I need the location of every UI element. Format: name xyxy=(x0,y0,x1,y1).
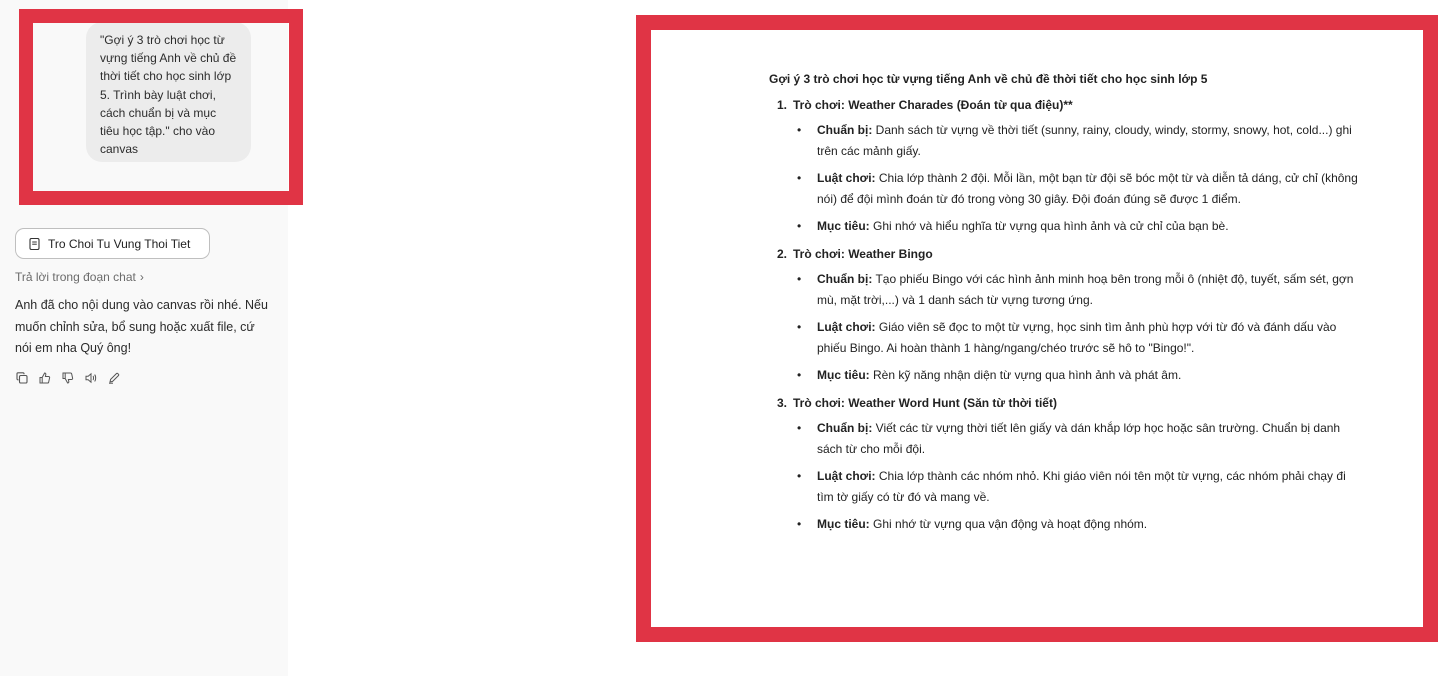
reply-link-label: Trả lời trong đoạn chat xyxy=(15,270,136,284)
bullet-text: Rèn kỹ năng nhận diện từ vựng qua hình ảnh và phát âm. xyxy=(869,368,1182,382)
thumbs-up-icon[interactable] xyxy=(38,371,52,385)
bullet-list xyxy=(793,269,1359,386)
thumbs-down-icon[interactable] xyxy=(61,371,75,385)
canvas-chip-label: Tro Choi Tu Vung Thoi Tiet xyxy=(48,236,191,251)
list-item xyxy=(793,317,1359,359)
game-title: Trò chơi: Weather Bingo xyxy=(793,247,933,261)
bullet-text: Ghi nhớ từ vựng qua vận động và hoạt động nhóm. xyxy=(869,517,1148,531)
assistant-message: Anh đã cho nội dung vào canvas rồi nhé. Nếu muốn chỉnh sửa, bổ sung hoặc xuất file, cứ nói em nha Quý ông! xyxy=(15,298,268,355)
list-item xyxy=(793,466,1359,508)
game-section xyxy=(769,94,1359,237)
bullet-text: Giáo viên sẽ đọc to một từ vựng, học sinh tìm ảnh phù hợp với từ đó và đánh dấu vào phiếu Bingo. Ai hoàn thành 1 hàng/ngang/chéo trước sẽ hô to "Bingo!". xyxy=(817,320,1337,355)
bullet-label: Mục tiêu: xyxy=(817,219,870,233)
chevron-right-icon: › xyxy=(139,270,144,284)
chat-sidebar xyxy=(0,0,288,676)
game-title: Trò chơi: Weather Charades (Đoán từ qua điệu)** xyxy=(793,98,1073,112)
bullet-list xyxy=(793,120,1359,237)
list-item xyxy=(793,418,1359,460)
document-title: Gợi ý 3 trò chơi học từ vựng tiếng Anh về chủ đề thời tiết cho học sinh lớp 5 xyxy=(769,72,1208,86)
speaker-icon[interactable] xyxy=(84,371,98,385)
list-item xyxy=(793,269,1359,311)
bullet-text: Viết các từ vựng thời tiết lên giấy và dán khắp lớp học hoặc sân trường. Chuẩn bị danh sách từ cho mỗi đội. xyxy=(817,421,1341,456)
game-title: Trò chơi: Weather Word Hunt (Săn từ thời tiết) xyxy=(793,396,1057,410)
list-number: 3. xyxy=(776,396,787,410)
bullet-label: Mục tiêu: xyxy=(817,368,870,382)
copy-icon[interactable] xyxy=(15,371,29,385)
list-item xyxy=(793,216,1359,237)
bullet-label: Luật chơi: xyxy=(817,320,876,334)
list-item xyxy=(793,514,1359,535)
bullet-label: Luật chơi: xyxy=(817,171,876,185)
canvas-document[interactable] xyxy=(769,68,1359,541)
list-item xyxy=(793,168,1359,210)
list-item xyxy=(793,120,1359,162)
bullet-label: Chuẩn bị: xyxy=(817,421,873,435)
list-number: 2. xyxy=(776,247,787,261)
message-actions xyxy=(15,371,121,385)
canvas-document-chip[interactable] xyxy=(15,228,210,259)
bullet-text: Chia lớp thành các nhóm nhỏ. Khi giáo viên nói tên một từ vựng, các nhóm phải chạy đi tìm tờ giấy có từ đó và mang về. xyxy=(817,469,1346,504)
bullet-label: Chuẩn bị: xyxy=(817,272,873,286)
bullet-text: Chia lớp thành 2 đội. Mỗi lần, một bạn từ đội sẽ bóc một từ và diễn tả dáng, cử chỉ (không nói) để đội mình đoán từ đó trong vòng 30 giây. Đội đoán đúng sẽ được 1 điểm. xyxy=(817,171,1358,206)
list-item xyxy=(793,365,1359,386)
game-section xyxy=(769,243,1359,386)
reply-in-chat-link[interactable] xyxy=(15,270,144,284)
user-message-bubble: "Gợi ý 3 trò chơi học từ vựng tiếng Anh về chủ đề thời tiết cho học sinh lớp 5. Trình bày luật chơi, cách chuẩn bị và mục tiêu học tập." cho vào canvas xyxy=(86,22,251,162)
bullet-text: Danh sách từ vựng về thời tiết (sunny, rainy, cloudy, windy, stormy, snowy, hot, cold...) ghi trên các mảnh giấy. xyxy=(817,123,1352,158)
bullet-label: Mục tiêu: xyxy=(817,517,870,531)
document-icon xyxy=(29,238,40,250)
bullet-text: Ghi nhớ và hiểu nghĩa từ vựng qua hình ảnh và cử chỉ của bạn bè. xyxy=(869,219,1229,233)
bullet-list xyxy=(793,418,1359,535)
bullet-text: Tạo phiếu Bingo với các hình ảnh minh hoạ bên trong mỗi ô (nhiệt độ, tuyết, sấm sét, gợn mù, mặt trời,...) và 1 danh sách từ vựng tương ứng. xyxy=(817,272,1354,307)
edit-icon[interactable] xyxy=(107,371,121,385)
game-section xyxy=(769,392,1359,535)
highlight-box-prompt xyxy=(19,9,303,205)
bullet-label: Luật chơi: xyxy=(817,469,876,483)
bullet-label: Chuẩn bị: xyxy=(817,123,873,137)
list-number: 1. xyxy=(776,98,787,112)
